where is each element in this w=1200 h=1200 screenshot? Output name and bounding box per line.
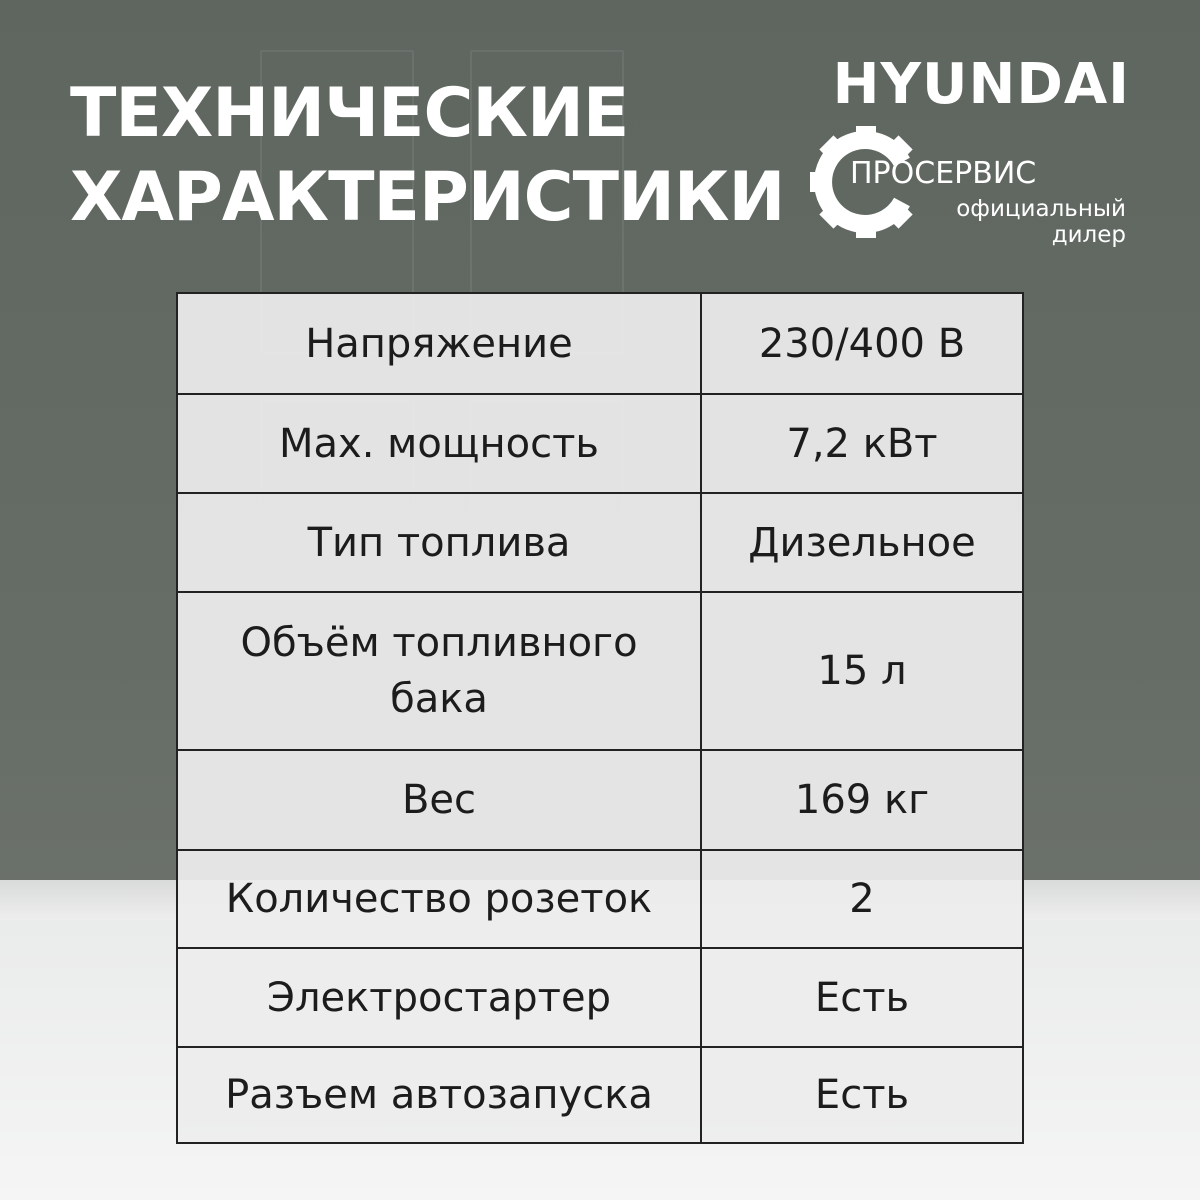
dealer-logo (806, 122, 1126, 252)
spec-label: Электростартер (177, 948, 701, 1047)
spec-value: Есть (701, 948, 1023, 1047)
spec-value: 7,2 кВт (701, 394, 1023, 493)
table-row (177, 750, 1023, 850)
spec-label: Количество розеток (177, 850, 701, 948)
table-row (177, 1047, 1023, 1143)
spec-label: Max. мощность (177, 394, 701, 493)
spec-value: 2 (701, 850, 1023, 948)
table-row (177, 493, 1023, 592)
spec-value: 230/400 В (701, 293, 1023, 394)
spec-label: Разъем автозапуска (177, 1047, 701, 1143)
dealer-subtitle-2: дилер (1051, 222, 1126, 248)
spec-value: 169 кг (701, 750, 1023, 850)
table-row (177, 850, 1023, 948)
spec-label: Напряжение (177, 293, 701, 394)
table-row (177, 592, 1023, 750)
spec-value: Дизельное (701, 493, 1023, 592)
title-line-2: ХАРАКТЕРИСТИКИ (70, 158, 785, 237)
brand-logo: HYUNDAI (832, 52, 1130, 117)
page-title (70, 72, 784, 240)
table-row (177, 394, 1023, 493)
specs-table (176, 292, 1024, 1144)
spec-label: Объём топливного бака (177, 592, 701, 750)
spec-label: Тип топлива (177, 493, 701, 592)
dealer-subtitle-1: официальный (956, 196, 1126, 222)
table-row (177, 293, 1023, 394)
table-row (177, 948, 1023, 1047)
spec-label: Вес (177, 750, 701, 850)
title-line-1: ТЕХНИЧЕСКИЕ (70, 74, 629, 153)
dealer-name: ПРОСЕРВИС (850, 156, 1037, 191)
spec-value: 15 л (701, 592, 1023, 750)
spec-value: Есть (701, 1047, 1023, 1143)
